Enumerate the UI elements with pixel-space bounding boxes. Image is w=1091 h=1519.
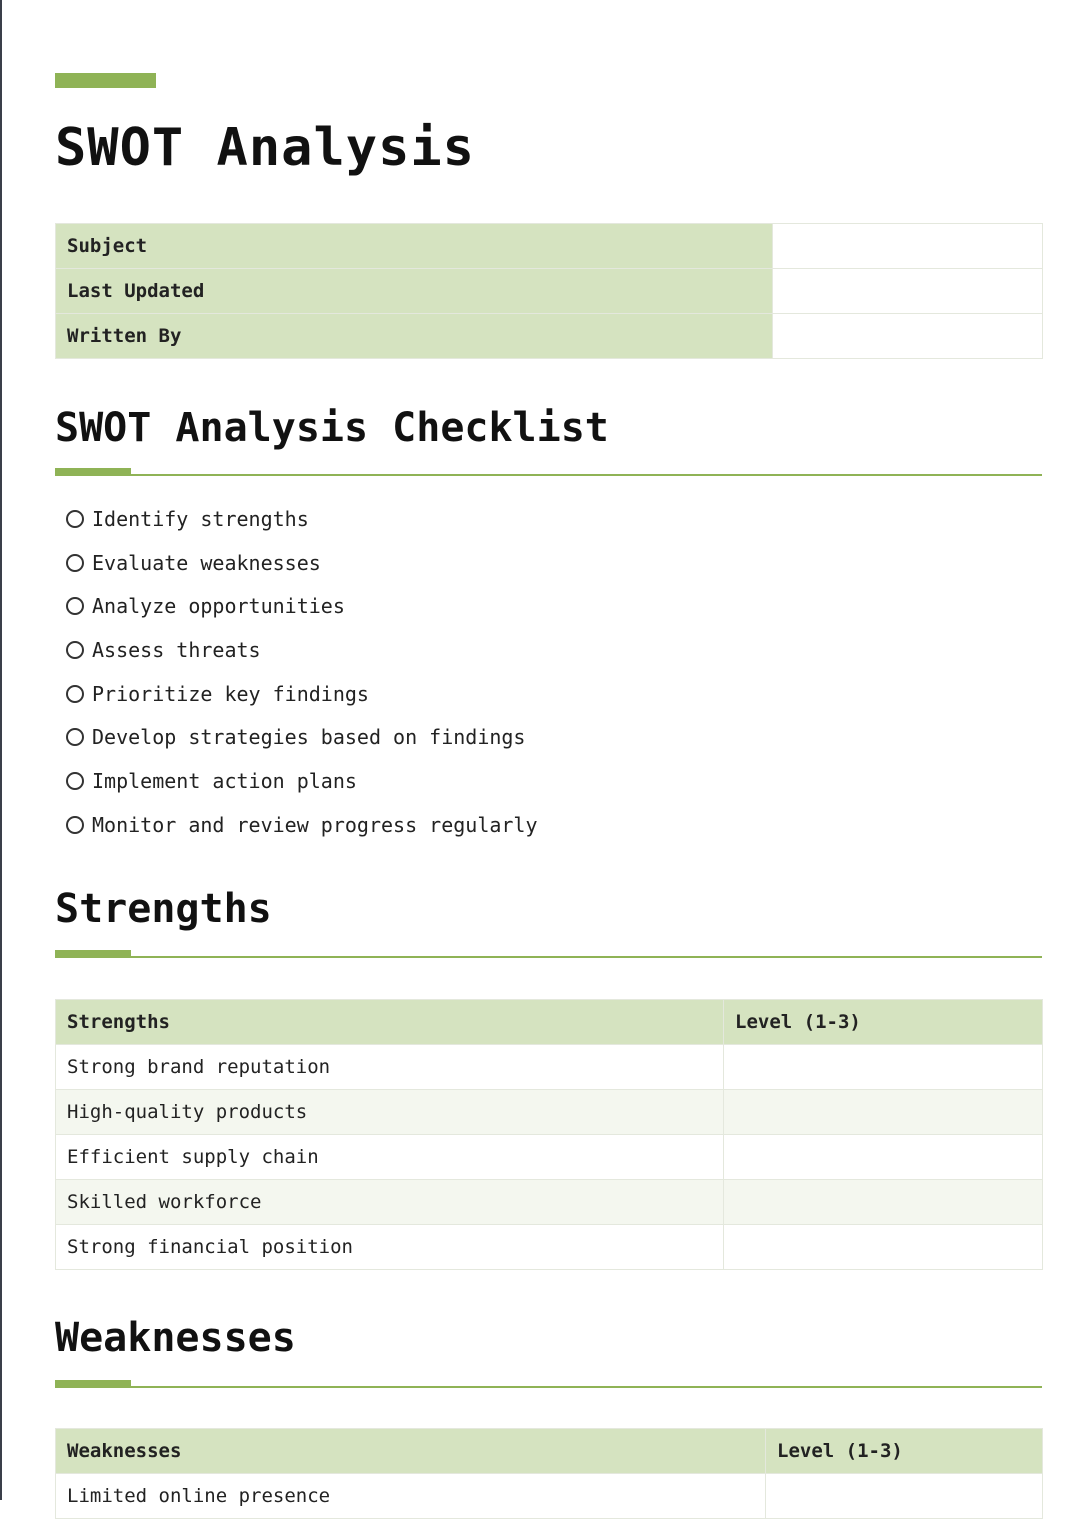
checklist-divider: [55, 467, 1042, 476]
column-header-level: Level (1-3): [766, 1429, 1043, 1474]
level-cell[interactable]: [724, 1180, 1043, 1225]
level-cell[interactable]: [724, 1135, 1043, 1180]
radio-circle-icon[interactable]: [66, 510, 84, 528]
weaknesses-divider: [55, 1379, 1042, 1388]
meta-label-written-by: Written By: [56, 314, 773, 359]
checklist-item[interactable]: [66, 803, 538, 847]
radio-circle-icon[interactable]: [66, 772, 84, 790]
checklist-item-label: Assess threats: [92, 637, 261, 662]
checklist-item[interactable]: [66, 715, 538, 759]
level-cell[interactable]: [766, 1474, 1043, 1519]
meta-value-last-updated[interactable]: [773, 269, 1043, 314]
table-row: [56, 1180, 1043, 1225]
weaknesses-heading: Weaknesses: [55, 1315, 296, 1361]
level-cell[interactable]: [724, 1225, 1043, 1270]
column-header-strengths: Strengths: [56, 1000, 724, 1045]
strength-cell[interactable]: Efficient supply chain: [56, 1135, 724, 1180]
checklist-item-label: Identify strengths: [92, 506, 309, 531]
checklist-heading: SWOT Analysis Checklist: [55, 405, 609, 451]
checklist-item-label: Analyze opportunities: [92, 594, 345, 619]
strengths-table: [55, 999, 1043, 1270]
meta-label-last-updated: Last Updated: [56, 269, 773, 314]
radio-circle-icon[interactable]: [66, 728, 84, 746]
weaknesses-table: [55, 1428, 1043, 1519]
meta-row-subject: [56, 224, 1043, 269]
checklist-item[interactable]: [66, 759, 538, 803]
strengths-heading: Strengths: [55, 886, 272, 932]
page-left-border: [0, 0, 2, 1500]
strengths-divider: [55, 949, 1042, 958]
meta-row-last-updated: [56, 269, 1043, 314]
weakness-cell[interactable]: Limited online presence: [56, 1474, 766, 1519]
meta-value-written-by[interactable]: [773, 314, 1043, 359]
checklist-item-label: Develop strategies based on findings: [92, 725, 526, 750]
radio-circle-icon[interactable]: [66, 597, 84, 615]
level-cell[interactable]: [724, 1090, 1043, 1135]
table-header-row: [56, 1429, 1043, 1474]
table-row: [56, 1225, 1043, 1270]
radio-circle-icon[interactable]: [66, 554, 84, 572]
radio-circle-icon[interactable]: [66, 816, 84, 834]
checklist-item-label: Evaluate weaknesses: [92, 550, 321, 575]
checklist-item[interactable]: [66, 541, 538, 585]
strength-cell[interactable]: Strong financial position: [56, 1225, 724, 1270]
strength-cell[interactable]: Strong brand reputation: [56, 1045, 724, 1090]
checklist-item[interactable]: [66, 584, 538, 628]
radio-circle-icon[interactable]: [66, 685, 84, 703]
checklist: [66, 497, 538, 847]
table-row: [56, 1045, 1043, 1090]
strength-cell[interactable]: High-quality products: [56, 1090, 724, 1135]
radio-circle-icon[interactable]: [66, 641, 84, 659]
checklist-item[interactable]: [66, 628, 538, 672]
checklist-item[interactable]: [66, 497, 538, 541]
meta-table: [55, 223, 1043, 359]
table-row: [56, 1090, 1043, 1135]
level-cell[interactable]: [724, 1045, 1043, 1090]
document-title: SWOT Analysis: [55, 118, 475, 178]
checklist-item-label: Monitor and review progress regularly: [92, 812, 538, 837]
meta-row-written-by: [56, 314, 1043, 359]
meta-value-subject[interactable]: [773, 224, 1043, 269]
checklist-item[interactable]: [66, 672, 538, 716]
strength-cell[interactable]: Skilled workforce: [56, 1180, 724, 1225]
column-header-weaknesses: Weaknesses: [56, 1429, 766, 1474]
table-header-row: [56, 1000, 1043, 1045]
checklist-item-label: Prioritize key findings: [92, 681, 369, 706]
column-header-level: Level (1-3): [724, 1000, 1043, 1045]
checklist-item-label: Implement action plans: [92, 768, 357, 793]
table-row: [56, 1135, 1043, 1180]
meta-label-subject: Subject: [56, 224, 773, 269]
title-accent-bar: [55, 73, 156, 88]
table-row: [56, 1474, 1043, 1519]
